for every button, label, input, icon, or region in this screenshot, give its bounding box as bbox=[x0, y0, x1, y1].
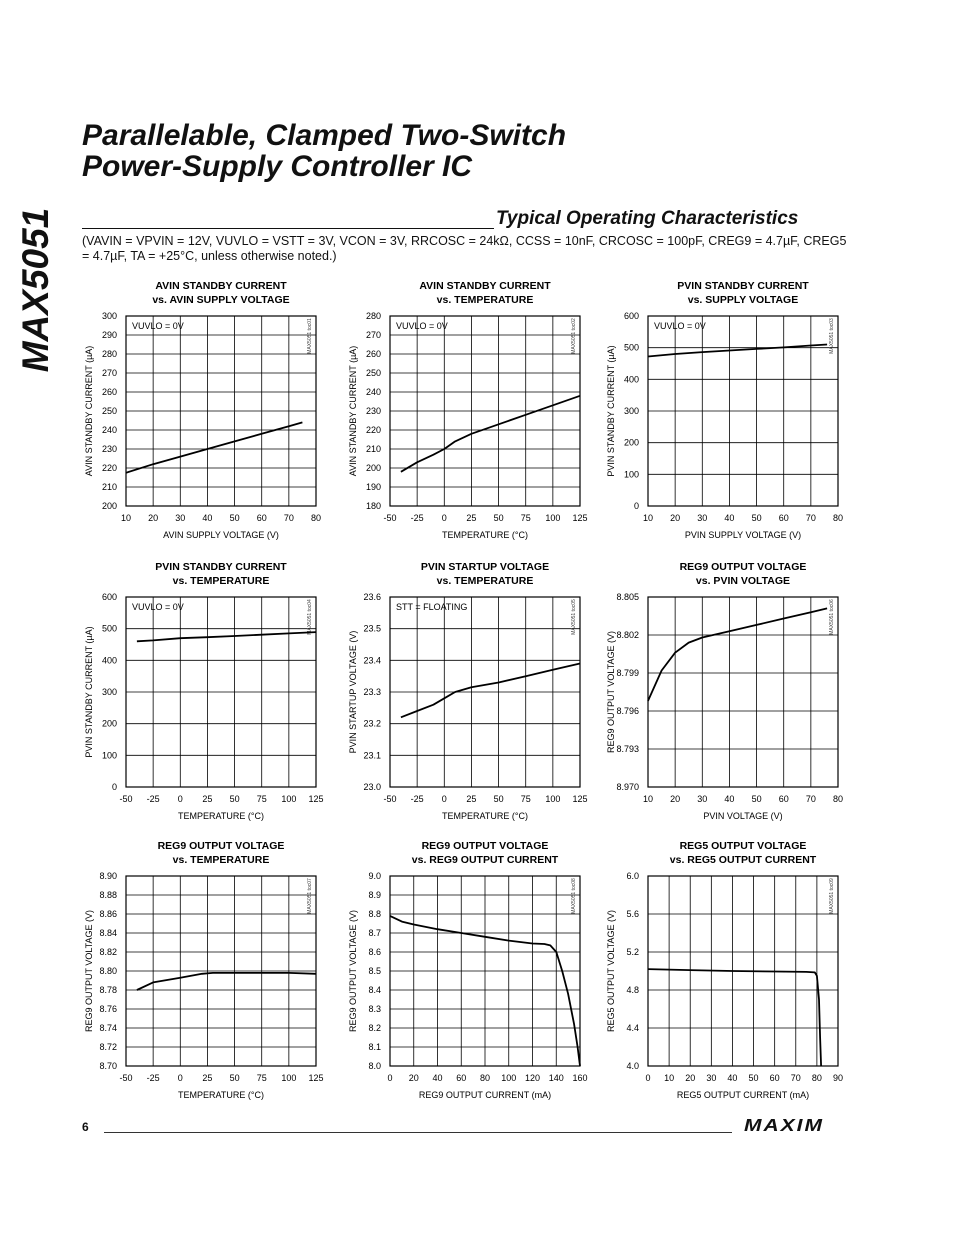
y-tick-label: 8.802 bbox=[616, 630, 639, 640]
x-tick-label: 60 bbox=[778, 794, 789, 804]
section-title: Typical Operating Characteristics bbox=[496, 208, 799, 229]
y-axis-label: REG5 OUTPUT VOLTAGE (V) bbox=[606, 909, 616, 1033]
y-tick-label: 8.90 bbox=[99, 871, 117, 881]
x-axis-label: REG5 OUTPUT CURRENT (mA) bbox=[676, 1090, 810, 1100]
x-tick-label: 10 bbox=[120, 513, 132, 523]
y-axis-label: AVIN STANDBY CURRENT (µA) bbox=[84, 345, 94, 477]
x-tick-label: 70 bbox=[283, 513, 294, 523]
y-axis-label: REG9 OUTPUT VOLTAGE (V) bbox=[606, 630, 616, 754]
y-tick-label: 260 bbox=[365, 349, 381, 359]
y-tick-label: 240 bbox=[101, 425, 117, 435]
x-tick-label: 25 bbox=[466, 513, 477, 523]
x-axis-label: TEMPERATURE (°C) bbox=[442, 530, 528, 540]
y-tick-label: 300 bbox=[101, 311, 117, 321]
y-tick-label: 8.4 bbox=[368, 985, 381, 995]
y-axis-label: PVIN STANDBY CURRENT (µA) bbox=[84, 626, 94, 758]
maxim-logo: MAXIM bbox=[744, 1115, 824, 1136]
footer-rule bbox=[104, 1132, 732, 1133]
y-tick-label: 220 bbox=[365, 425, 381, 435]
x-tick-label: 160 bbox=[572, 1073, 588, 1083]
x-tick-label: 50 bbox=[751, 513, 762, 523]
chart-title: AVIN STANDBY CURRENT bbox=[155, 280, 287, 292]
y-tick-label: 23.2 bbox=[363, 718, 381, 729]
x-tick-label: 100 bbox=[545, 513, 561, 523]
y-tick-label: 200 bbox=[101, 718, 117, 729]
y-tick-label: 300 bbox=[623, 406, 639, 416]
chart-subtitle: vs. TEMPERATURE bbox=[436, 575, 534, 587]
y-tick-label: 4.0 bbox=[626, 1061, 639, 1071]
x-tick-label: 80 bbox=[811, 1073, 822, 1083]
x-tick-label: 60 bbox=[769, 1073, 780, 1083]
x-tick-label: 40 bbox=[724, 513, 735, 523]
y-tick-label: 200 bbox=[365, 463, 381, 473]
y-tick-label: 400 bbox=[101, 655, 117, 666]
x-tick-label: 50 bbox=[493, 513, 504, 523]
y-axis-label: PVIN STANDBY CURRENT (µA) bbox=[606, 345, 616, 477]
chart-subtitle: vs. TEMPERATURE bbox=[172, 854, 270, 866]
y-tick-label: 280 bbox=[101, 349, 117, 359]
x-tick-label: 70 bbox=[790, 1073, 801, 1083]
y-tick-label: 230 bbox=[101, 444, 117, 454]
y-tick-label: 8.84 bbox=[99, 928, 117, 938]
chart-code: MAX5051 toc03 bbox=[829, 318, 835, 354]
y-tick-label: 9.0 bbox=[368, 871, 381, 881]
chart-annotation: VUVLO = 0V bbox=[132, 321, 184, 331]
chart-code: MAX5051 toc06 bbox=[829, 599, 835, 635]
title-line-2: Power-Supply Controller IC bbox=[82, 150, 473, 183]
x-tick-label: 50 bbox=[229, 513, 240, 523]
y-tick-label: 8.82 bbox=[99, 947, 117, 957]
y-tick-label: 280 bbox=[365, 311, 381, 321]
x-tick-label: 25 bbox=[202, 1073, 213, 1083]
y-tick-label: 4.8 bbox=[626, 985, 639, 995]
x-tick-label: 80 bbox=[479, 1073, 491, 1083]
y-tick-label: 200 bbox=[101, 501, 117, 511]
x-axis-label: TEMPERATURE (°C) bbox=[442, 811, 528, 821]
x-axis-label: PVIN VOLTAGE (V) bbox=[703, 811, 783, 821]
y-tick-label: 0 bbox=[633, 501, 639, 511]
y-tick-label: 270 bbox=[365, 330, 381, 340]
x-tick-label: 10 bbox=[642, 794, 654, 804]
y-tick-label: 270 bbox=[101, 368, 117, 378]
y-tick-label: 23.6 bbox=[363, 592, 381, 602]
x-tick-label: -25 bbox=[410, 794, 424, 804]
y-tick-label: 8.970 bbox=[616, 782, 639, 792]
chart-code: MAX5051 toc07 bbox=[307, 878, 313, 914]
chart-subtitle: vs. TEMPERATURE bbox=[436, 294, 534, 306]
chart-title: REG5 OUTPUT VOLTAGE bbox=[679, 840, 807, 852]
x-tick-label: -25 bbox=[410, 513, 424, 523]
chart-code: MAX5051 toc01 bbox=[307, 318, 313, 354]
x-tick-label: 30 bbox=[175, 513, 186, 523]
chart-title: REG9 OUTPUT VOLTAGE bbox=[421, 840, 549, 852]
plot-frame bbox=[648, 597, 838, 787]
x-tick-label: 120 bbox=[524, 1073, 541, 1083]
x-tick-label: 75 bbox=[256, 1073, 267, 1083]
y-tick-label: 8.799 bbox=[616, 668, 639, 678]
chart-title: PVIN STARTUP VOLTAGE bbox=[420, 561, 550, 573]
y-tick-label: 300 bbox=[101, 687, 117, 697]
test-conditions: (VAVIN = VPVIN = 12V, VUVLO = VSTT = 3V, VCON = 3V, RRCOSC = 24kΩ, CCSS = 10nF, CRCOSC = 100pF, CREG9 = 4.7µF, CREG5 = 4.7µF, TA = +25°C, unless otherwise noted.) bbox=[82, 234, 847, 263]
x-tick-label: 40 bbox=[724, 794, 735, 804]
chart-annotation: VUVLO = 0V bbox=[132, 602, 184, 612]
y-tick-label: 220 bbox=[101, 463, 117, 473]
x-tick-label: 60 bbox=[256, 513, 267, 523]
x-tick-label: 90 bbox=[832, 1073, 844, 1083]
y-tick-label: 500 bbox=[623, 342, 639, 353]
y-tick-label: 200 bbox=[623, 437, 639, 448]
x-tick-label: 0 bbox=[177, 1073, 183, 1083]
y-tick-label: 600 bbox=[101, 592, 117, 602]
y-tick-label: 210 bbox=[101, 482, 117, 492]
y-tick-label: 600 bbox=[623, 311, 639, 321]
y-tick-label: 500 bbox=[101, 623, 117, 634]
x-tick-label: 20 bbox=[408, 1073, 419, 1083]
x-tick-label: 20 bbox=[148, 513, 159, 523]
y-tick-label: 250 bbox=[365, 368, 381, 378]
x-tick-label: 10 bbox=[642, 513, 654, 523]
chart-subtitle: vs. REG5 OUTPUT CURRENT bbox=[669, 854, 817, 866]
chart-code: MAX5051 toc02 bbox=[571, 318, 577, 354]
x-axis-label: AVIN SUPPLY VOLTAGE (V) bbox=[163, 530, 279, 540]
x-tick-label: 75 bbox=[520, 513, 531, 523]
y-axis-label: PVIN STARTUP VOLTAGE (V) bbox=[348, 630, 358, 754]
x-tick-label: 100 bbox=[281, 794, 297, 804]
x-axis-label: TEMPERATURE (°C) bbox=[178, 1090, 264, 1100]
x-tick-label: 10 bbox=[664, 1073, 675, 1083]
y-tick-label: 260 bbox=[101, 387, 117, 397]
y-tick-label: 8.3 bbox=[368, 1004, 381, 1014]
chart-subtitle: vs. PVIN VOLTAGE bbox=[695, 575, 791, 587]
y-tick-label: 8.80 bbox=[99, 966, 117, 976]
y-tick-label: 240 bbox=[365, 387, 381, 397]
x-tick-label: 25 bbox=[202, 794, 213, 804]
chart-subtitle: vs. SUPPLY VOLTAGE bbox=[687, 294, 799, 306]
y-tick-label: 8.88 bbox=[99, 890, 117, 900]
y-tick-label: 4.4 bbox=[626, 1023, 639, 1033]
y-tick-label: 23.0 bbox=[363, 782, 381, 792]
y-tick-label: 8.6 bbox=[368, 947, 381, 957]
y-tick-label: 180 bbox=[365, 501, 381, 511]
x-tick-label: 80 bbox=[832, 513, 844, 523]
chart-subtitle: vs. REG9 OUTPUT CURRENT bbox=[411, 854, 559, 866]
y-tick-label: 8.7 bbox=[368, 928, 381, 938]
x-tick-label: 25 bbox=[466, 794, 477, 804]
title-line-1: Parallelable, Clamped Two-Switch bbox=[82, 119, 567, 152]
x-tick-label: 75 bbox=[256, 794, 267, 804]
y-tick-label: 8.76 bbox=[99, 1004, 117, 1014]
y-tick-label: 8.86 bbox=[99, 909, 117, 919]
y-tick-label: 290 bbox=[101, 330, 117, 340]
x-tick-label: 80 bbox=[832, 794, 844, 804]
y-axis-label: AVIN STANDBY CURRENT (µA) bbox=[348, 345, 358, 477]
x-tick-label: 20 bbox=[685, 1073, 696, 1083]
x-axis-label: PVIN SUPPLY VOLTAGE (V) bbox=[684, 530, 802, 540]
x-tick-label: 140 bbox=[548, 1073, 564, 1083]
y-tick-label: 100 bbox=[623, 469, 639, 480]
y-tick-label: 230 bbox=[365, 406, 381, 416]
x-tick-label: 100 bbox=[281, 1073, 297, 1083]
x-tick-label: -50 bbox=[119, 1073, 133, 1083]
y-tick-label: 23.1 bbox=[363, 750, 381, 761]
chart-annotation: VUVLO = 0V bbox=[396, 321, 448, 331]
x-tick-label: 125 bbox=[308, 794, 324, 804]
x-tick-label: 50 bbox=[493, 794, 504, 804]
x-tick-label: 0 bbox=[441, 794, 447, 804]
y-tick-label: 8.8 bbox=[368, 909, 381, 919]
chart-title: REG9 OUTPUT VOLTAGE bbox=[157, 840, 285, 852]
x-tick-label: 100 bbox=[501, 1073, 517, 1083]
chart-code: MAX5051 toc08 bbox=[571, 878, 577, 914]
x-tick-label: 50 bbox=[229, 1073, 240, 1083]
x-tick-label: 75 bbox=[520, 794, 531, 804]
chart-annotation: STT = FLOATING bbox=[396, 602, 468, 612]
x-tick-label: 80 bbox=[310, 513, 322, 523]
y-tick-label: 23.5 bbox=[363, 623, 381, 634]
x-tick-label: 125 bbox=[572, 794, 588, 804]
y-tick-label: 8.793 bbox=[616, 744, 639, 754]
chart-annotation: VUVLO = 0V bbox=[654, 321, 706, 331]
y-tick-label: 8.796 bbox=[616, 706, 639, 716]
x-tick-label: 60 bbox=[778, 513, 789, 523]
side-part-number-text: MAX5051 bbox=[15, 207, 56, 373]
y-tick-label: 23.3 bbox=[363, 687, 381, 697]
x-tick-label: -25 bbox=[146, 794, 160, 804]
y-tick-label: 100 bbox=[101, 750, 117, 761]
y-tick-label: 5.6 bbox=[626, 909, 639, 919]
x-tick-label: -50 bbox=[383, 513, 397, 523]
page-number: 6 bbox=[82, 1120, 89, 1134]
x-tick-label: 40 bbox=[727, 1073, 738, 1083]
x-tick-label: 50 bbox=[748, 1073, 759, 1083]
y-tick-label: 400 bbox=[623, 374, 639, 385]
x-tick-label: 0 bbox=[387, 1073, 393, 1083]
chart-title: PVIN STANDBY CURRENT bbox=[677, 280, 809, 292]
y-tick-label: 210 bbox=[365, 444, 381, 454]
chart-subtitle: vs. TEMPERATURE bbox=[172, 575, 270, 587]
y-tick-label: 6.0 bbox=[626, 871, 639, 881]
chart-title: AVIN STANDBY CURRENT bbox=[419, 280, 551, 292]
x-tick-label: 0 bbox=[177, 794, 183, 804]
x-tick-label: -50 bbox=[383, 794, 397, 804]
x-tick-label: 0 bbox=[441, 513, 447, 523]
y-axis-label: REG9 OUTPUT VOLTAGE (V) bbox=[84, 909, 94, 1033]
x-tick-label: 20 bbox=[670, 513, 681, 523]
x-axis-label: TEMPERATURE (°C) bbox=[178, 811, 264, 821]
y-tick-label: 5.2 bbox=[626, 947, 639, 957]
x-tick-label: 125 bbox=[308, 1073, 324, 1083]
y-tick-label: 8.74 bbox=[99, 1023, 117, 1033]
chart-code: MAX5051 toc09 bbox=[829, 878, 835, 914]
y-tick-label: 8.70 bbox=[99, 1061, 117, 1071]
x-tick-label: 40 bbox=[202, 513, 213, 523]
x-axis-label: REG9 OUTPUT CURRENT (mA) bbox=[418, 1090, 552, 1100]
chart-subtitle: vs. AVIN SUPPLY VOLTAGE bbox=[152, 294, 290, 306]
x-tick-label: 100 bbox=[545, 794, 561, 804]
x-tick-label: -25 bbox=[146, 1073, 160, 1083]
y-tick-label: 0 bbox=[111, 782, 117, 792]
y-tick-label: 8.9 bbox=[368, 890, 381, 900]
chart-title: REG9 OUTPUT VOLTAGE bbox=[679, 561, 807, 573]
y-tick-label: 23.4 bbox=[363, 655, 381, 666]
y-tick-label: 8.2 bbox=[368, 1023, 381, 1033]
y-axis-label: REG9 OUTPUT VOLTAGE (V) bbox=[348, 909, 358, 1033]
x-tick-label: 20 bbox=[670, 794, 681, 804]
x-tick-label: 50 bbox=[229, 794, 240, 804]
x-tick-label: 0 bbox=[645, 1073, 651, 1083]
x-tick-label: 50 bbox=[751, 794, 762, 804]
chart-title: PVIN STANDBY CURRENT bbox=[155, 561, 287, 573]
chart-code: MAX5051 toc05 bbox=[571, 599, 577, 635]
x-tick-label: 70 bbox=[805, 513, 816, 523]
x-tick-label: 60 bbox=[456, 1073, 467, 1083]
x-tick-label: 30 bbox=[697, 794, 708, 804]
y-tick-label: 8.1 bbox=[368, 1042, 381, 1052]
chart-code: MAX5051 toc04 bbox=[307, 599, 313, 635]
x-tick-label: 40 bbox=[432, 1073, 443, 1083]
x-tick-label: 30 bbox=[697, 513, 708, 523]
y-tick-label: 8.5 bbox=[368, 966, 381, 976]
y-tick-label: 8.0 bbox=[368, 1061, 381, 1071]
y-tick-label: 8.78 bbox=[99, 985, 117, 995]
x-tick-label: 70 bbox=[805, 794, 816, 804]
x-tick-label: -50 bbox=[119, 794, 133, 804]
y-tick-label: 8.72 bbox=[99, 1042, 117, 1052]
x-tick-label: 125 bbox=[572, 513, 588, 523]
y-tick-label: 8.805 bbox=[616, 592, 639, 602]
x-tick-label: 30 bbox=[706, 1073, 717, 1083]
y-tick-label: 250 bbox=[101, 406, 117, 416]
data-series-line bbox=[648, 969, 821, 1066]
y-tick-label: 190 bbox=[365, 482, 381, 492]
